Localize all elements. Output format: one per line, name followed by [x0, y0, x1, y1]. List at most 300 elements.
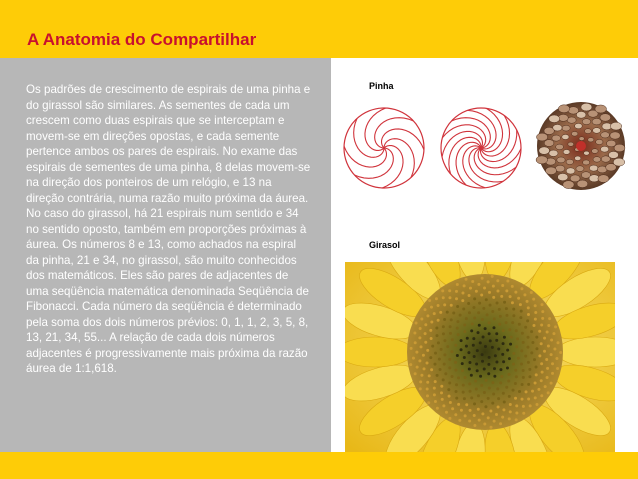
sunflower-seed: [414, 341, 417, 344]
sunflower-seed: [472, 344, 475, 347]
sunflower-seed: [477, 331, 480, 334]
sunflower-seed: [458, 419, 461, 422]
sunflower-seed: [481, 360, 484, 363]
sunflower-seed: [449, 332, 452, 335]
sunflower-seed: [437, 341, 440, 344]
sunflower-seed: [449, 401, 452, 404]
sunflower-seed: [534, 318, 537, 321]
spiral-arm: [382, 129, 424, 150]
sunflower-seed: [524, 355, 527, 358]
pinecone-scale: [549, 150, 558, 156]
sunflower-seed: [460, 409, 463, 412]
sunflower-seed: [527, 313, 530, 316]
pinecone-scale: [583, 160, 590, 165]
sunflower-seed: [487, 416, 490, 419]
sunflower-seed: [556, 367, 559, 370]
pinecone-scale: [568, 142, 574, 146]
sunflower-seed: [456, 320, 459, 323]
sunflower-seed: [469, 287, 472, 290]
sunflower-seed: [530, 291, 533, 294]
sunflower-seed: [488, 387, 491, 390]
spiral-arm: [344, 146, 386, 167]
sunflower-seed: [478, 419, 481, 422]
sunflower-seed: [443, 363, 446, 366]
sunflower-seed: [524, 326, 527, 329]
figure-panel: [331, 58, 638, 452]
slide-content: [0, 58, 638, 452]
sunflower-seed: [488, 356, 491, 359]
sunflower-seed: [502, 360, 505, 363]
sunflower-seed: [520, 310, 523, 313]
sunflower-seed: [503, 336, 506, 339]
sunflower-seed: [465, 345, 468, 348]
sunflower-seed: [548, 317, 551, 320]
sunflower-seed: [503, 401, 506, 404]
sunflower-seed: [438, 358, 441, 361]
sunflower-seed: [468, 361, 471, 364]
sunflower-seed: [448, 395, 451, 398]
sunflower-seed: [433, 387, 436, 390]
sunflower-seed: [522, 341, 525, 344]
sunflower-seed: [454, 344, 457, 347]
sunflower-seed: [451, 338, 454, 341]
sunflower-seed: [446, 311, 449, 314]
sunflower-seed: [531, 390, 534, 393]
sunflower-seed: [469, 409, 472, 412]
sunflower-seed: [457, 376, 460, 379]
sunflower-seed: [491, 381, 494, 384]
sunflower-seed: [429, 329, 432, 332]
sunflower-seed: [546, 376, 549, 379]
slide-title: A Anatomia do Compartilhar: [27, 30, 257, 49]
sunflower-seed: [505, 289, 508, 292]
pinecone-scale: [575, 156, 581, 161]
sunflower-seed: [481, 353, 484, 356]
sunflower-seed: [435, 327, 438, 330]
sunflower-seed: [515, 412, 518, 415]
sunflower-seed: [505, 307, 508, 310]
sunflower-seed: [463, 324, 466, 327]
sunflower-seed: [442, 296, 445, 299]
sunflower-seed: [525, 390, 528, 393]
sunflower-seed: [518, 323, 521, 326]
sunflower-seed: [487, 363, 490, 366]
sunflower-seed: [448, 289, 451, 292]
sunflower-seed: [442, 404, 445, 407]
sunflower-seed: [468, 311, 471, 314]
sunflower-seed: [512, 352, 515, 355]
pinecone-scale: [546, 167, 557, 175]
pinecone-scale: [556, 144, 564, 150]
sunflower-seed: [426, 349, 429, 352]
sunflower-seed: [435, 297, 438, 300]
sunflower-seed: [430, 321, 433, 324]
spiral-arm: [365, 108, 386, 150]
pinecone-scale: [608, 151, 618, 158]
sunflower-seed: [550, 382, 553, 385]
pinecone-scale: [598, 175, 609, 183]
sunflower-seed: [463, 330, 466, 333]
sunflower-seed: [420, 374, 423, 377]
sunflower-seed: [419, 327, 422, 330]
sunflower-seed: [514, 382, 517, 385]
sunflower-seed: [543, 337, 546, 340]
sunflower-seed: [491, 275, 494, 278]
sunflower-seed: [540, 342, 543, 345]
sunflower-seed: [498, 308, 501, 311]
sunflower-seed: [471, 280, 474, 283]
sunflower-seed: [540, 379, 543, 382]
sunflower-seed: [418, 359, 421, 362]
sunflower-seed: [478, 302, 481, 305]
sunflower-seed: [493, 375, 496, 378]
pinecone-scale: [610, 122, 621, 130]
sunflower-seed: [493, 317, 496, 320]
pinecone-scale: [614, 144, 625, 152]
sunflower-seed: [467, 302, 470, 305]
sunflower-seed: [461, 369, 464, 372]
sunflower-seed: [541, 317, 544, 320]
sunflower-seed: [441, 398, 444, 401]
sunflower-seed: [443, 303, 446, 306]
sunflower-seed: [476, 369, 479, 372]
pinecone-scale: [584, 151, 590, 155]
sunflower-seed: [428, 299, 431, 302]
sunflower-seed: [483, 367, 486, 370]
sunflower-seed: [455, 397, 458, 400]
sunflower-seed: [527, 306, 530, 309]
sunflower-seed: [526, 346, 529, 349]
sunflower-seed: [471, 323, 474, 326]
pinecone-scale: [539, 147, 550, 154]
sunflower-seed: [521, 383, 524, 386]
sunflower-seed: [470, 396, 473, 399]
sunflower-seed: [537, 388, 540, 391]
sunflower-seed: [448, 417, 451, 420]
sunflower-seed: [514, 291, 517, 294]
sunflower-seed: [437, 319, 440, 322]
sunflower-seed: [477, 311, 480, 314]
sunflower-seed: [488, 321, 491, 324]
sunflower-seed: [529, 404, 532, 407]
sunflower-seed: [468, 382, 471, 385]
sunflower-seed: [465, 317, 468, 320]
sunflower-seed: [518, 390, 521, 393]
sunflower-seed: [450, 318, 453, 321]
sunflower-seed: [500, 295, 503, 298]
sunflower-seed: [454, 413, 457, 416]
sunflower-seed: [489, 304, 492, 307]
sunflower-seed: [460, 339, 463, 342]
sunflower-seed: [473, 402, 476, 405]
sunflower-seed: [473, 424, 476, 427]
sunflower-seed: [478, 324, 481, 327]
sunflower-seed: [451, 407, 454, 410]
sunflower-seed: [540, 394, 543, 397]
sunflower-seed: [441, 289, 444, 292]
sunflower-seed: [448, 358, 451, 361]
sunflower-seed: [448, 366, 451, 369]
spiral-arm: [384, 139, 414, 178]
sunflower-seed: [496, 302, 499, 305]
sunflower-seed: [461, 299, 464, 302]
sunflower-seed: [505, 314, 508, 317]
sunflower-seed: [480, 294, 483, 297]
sunflower-seed: [534, 304, 537, 307]
sunflower-seed: [522, 405, 525, 408]
sunflower-seed: [499, 315, 502, 318]
sunflower-seed: [502, 329, 505, 332]
pinecone-scale: [582, 119, 590, 125]
sunflower-seed: [499, 368, 502, 371]
sunflower-seed: [475, 362, 478, 365]
sunflower-seed: [497, 347, 500, 350]
sunflower-seed: [413, 331, 416, 334]
sunflower-seed: [535, 403, 538, 406]
sunflower-seed: [424, 323, 427, 326]
sunflower-seed: [527, 383, 530, 386]
sunflower-seed: [527, 336, 530, 339]
sunflower-seed: [491, 346, 494, 349]
sunflower-seed: [512, 389, 515, 392]
sunflower-seed: [495, 361, 498, 364]
sunflower-seed: [446, 345, 449, 348]
sunflower-seed: [515, 418, 518, 421]
sunflower-seed: [468, 294, 471, 297]
sunflower-seed: [502, 408, 505, 411]
body-paragraph: Os padrões de crescimento de espirais de uma pinha e do girassol são similares. As sementes de cada um crescem como duas espirais que se interceptam e movem-se em direções opostas, e cada semente pertence ambos os pares de espirais. No exame das espirais de sementes de uma pinha, 8 delas movem-se na direção dos ponteiros de um relógio, e 13 na direção contrária, numa razão muito próxima da áurea. No caso do girassol, há 21 espirais num sentido e 34 no sentido oposto, também em proporções próximas à áurea. Os números 8 e 13, como achados na espiral da pinha, 21 e 34, no girassol, são muito conhecidos dos matemáticos. Eles são pares de adjacentes de uma seqüência matemática denominada Seqüência de Fibonacci. Cada número da seqüência é determinado pela soma dos dois números prévios: 0, 1, 1, 2, 3, 5, 8, 13, 21, 34, 55... A relação de cada dois números adjacentes é progressivamente mais próxima da razão áurea de 1:1,618.: [26, 83, 311, 375]
sunflower-seed: [530, 330, 533, 333]
sunflower-seed: [443, 353, 446, 356]
sunflower-seed: [463, 397, 466, 400]
sunflower-seed: [479, 341, 482, 344]
sunflower-seed: [467, 351, 470, 354]
pinecone-scale: [584, 129, 591, 134]
sunflower-seed: [454, 361, 457, 364]
sunflower-seed: [449, 325, 452, 328]
sunflower-seed: [473, 297, 476, 300]
sunflower-seed: [410, 347, 413, 350]
sunflower-seed: [544, 385, 547, 388]
sunflower-seed: [491, 402, 494, 405]
sunflower-seed: [448, 296, 451, 299]
pinecone-scale: [566, 159, 574, 164]
sunflower-seed: [501, 284, 504, 287]
sunflower-photo: [345, 262, 615, 452]
sunflower-seed: [443, 318, 446, 321]
sunflower-seed: [420, 317, 423, 320]
pinecone-scale: [596, 139, 603, 144]
sunflower-seed: [497, 397, 500, 400]
sunflower-seed: [496, 279, 499, 282]
sunflower-seed: [487, 397, 490, 400]
pinecone-scale: [600, 114, 611, 122]
sunflower-seed: [509, 403, 512, 406]
sunflower-seed: [495, 413, 498, 416]
sunflower-seed: [546, 367, 549, 370]
sunflower-seed: [492, 393, 495, 396]
sunflower-seed: [501, 416, 504, 419]
pinecone-scale: [549, 115, 560, 123]
sunflower-seed: [502, 342, 505, 345]
sunflower-seed: [415, 351, 418, 354]
sunflower-seed: [416, 366, 419, 369]
sunflower-seed: [528, 368, 531, 371]
sunflower-seed: [520, 363, 523, 366]
sunflower-seed: [506, 279, 509, 282]
sunflower-seed: [456, 327, 459, 330]
pinecone-scale: [593, 157, 601, 163]
sunflower-seed: [461, 291, 464, 294]
sunflower-seed: [499, 422, 502, 425]
sunflower-seed: [473, 414, 476, 417]
sunflower-seed: [491, 310, 494, 313]
sunflower-seed: [485, 298, 488, 301]
sunflower-seed: [532, 298, 535, 301]
sunflower-seed: [455, 297, 458, 300]
sunflower-seed: [430, 306, 433, 309]
sunflower-seed: [424, 341, 427, 344]
sunflower-seed: [455, 383, 458, 386]
sunflower-seed: [492, 285, 495, 288]
sunflower-seed: [483, 287, 486, 290]
sunflower-seed: [557, 341, 560, 344]
pinecone-scale: [557, 157, 565, 163]
sunflower-seed: [512, 363, 515, 366]
pinecone-scale: [577, 180, 588, 188]
sunflower-seed: [515, 345, 518, 348]
sunflower-seed: [463, 284, 466, 287]
sunflower-seed: [436, 334, 439, 337]
sunflower-seed: [498, 323, 501, 326]
sunflower-seed: [493, 367, 496, 370]
sunflower-seed: [489, 409, 492, 412]
sunflower-seed: [430, 368, 433, 371]
sunflower-seed: [424, 332, 427, 335]
sunflower-seed: [434, 380, 437, 383]
sunflower-seed: [508, 328, 511, 331]
sunflower-seed: [551, 372, 554, 375]
sunflower-seed: [420, 345, 423, 348]
sunflower-seed: [488, 291, 491, 294]
sunflower-seed: [463, 356, 466, 359]
sunflower-seed: [473, 355, 476, 358]
sunflower-seed: [470, 374, 473, 377]
sunflower-seed: [444, 372, 447, 375]
sunflower-seed: [462, 391, 465, 394]
sunflower-seed: [493, 420, 496, 423]
sunflower-seed: [541, 371, 544, 374]
spiral-arm: [375, 118, 414, 148]
sunflower-seed: [497, 405, 500, 408]
sunflower-seed: [475, 388, 478, 391]
sunflower-seed: [511, 321, 514, 324]
sunflower-seed: [508, 417, 511, 420]
sunflower-seed: [487, 280, 490, 283]
sunflower-seed: [450, 350, 453, 353]
pinecone-scale: [536, 133, 547, 141]
sunflower-seed: [511, 285, 514, 288]
sunflower-seed: [488, 332, 491, 335]
sunflower-seed: [507, 379, 510, 382]
sunflower-seed: [443, 339, 446, 342]
sunflower-seed: [465, 278, 468, 281]
sunflower-seed: [426, 394, 429, 397]
pinecone-scale: [558, 114, 568, 121]
bottom-bar: [0, 452, 638, 479]
sunflower-seed: [517, 357, 520, 360]
spiral-arm: [354, 119, 384, 158]
sunflower-seed: [534, 396, 537, 399]
sunflower-seed: [527, 361, 530, 364]
sunflower-seed: [541, 303, 544, 306]
sunflower-seed: [419, 380, 422, 383]
sunflower-seed: [512, 308, 515, 311]
sunflower-seed: [508, 395, 511, 398]
pinecone-scale: [589, 165, 598, 171]
pinecone-scale: [570, 175, 580, 182]
sunflower-seed: [495, 332, 498, 335]
sunflower-seed: [541, 310, 544, 313]
sunflower-seed: [535, 366, 538, 369]
sunflower-seed: [455, 390, 458, 393]
sunflower-seed: [426, 361, 429, 364]
sunflower-seed: [521, 398, 524, 401]
sunflower-seed: [509, 410, 512, 413]
pinecone-scale: [593, 128, 601, 134]
sunflower-seed: [470, 329, 473, 332]
sunflower-seed: [500, 375, 503, 378]
sunflower-seed: [503, 301, 506, 304]
sunflower-seed: [492, 326, 495, 329]
sunflower-seed: [501, 353, 504, 356]
spiral-arm: [463, 146, 485, 188]
sunflower-seed: [520, 349, 523, 352]
sunflower-seed: [456, 305, 459, 308]
sunflower-seed: [508, 373, 511, 376]
sunflower-seed: [494, 354, 497, 357]
sunflower-seed: [496, 289, 499, 292]
sunflower-seed: [530, 351, 533, 354]
sunflower-seed: [460, 348, 463, 351]
sunflower-seed: [459, 314, 462, 317]
sunflower-seed: [480, 384, 483, 387]
sunflower-seed: [426, 314, 429, 317]
sunflower-seed: [516, 337, 519, 340]
pinecone-scale: [606, 140, 615, 147]
sunflower-seed: [519, 316, 522, 319]
pinecone-scale: [592, 149, 599, 154]
sunflower-seed: [508, 357, 511, 360]
sunflower-seed: [496, 387, 499, 390]
sunflower-seed: [547, 391, 550, 394]
sunflower-seed: [434, 363, 437, 366]
sunflower-seed: [495, 339, 498, 342]
sunflower-seed: [439, 368, 442, 371]
pinecone-scale: [544, 140, 554, 147]
sunflower-seed: [489, 339, 492, 342]
sunflower-seed: [469, 390, 472, 393]
sunflower-seed: [551, 362, 554, 365]
sunflower-seed: [447, 388, 450, 391]
sunflower-seed: [522, 412, 525, 415]
sunflower-seed: [522, 376, 525, 379]
sunflower-seed: [466, 337, 469, 340]
sunflower-seed: [436, 374, 439, 377]
title-bar: [0, 0, 638, 58]
sunflower-seed: [464, 376, 467, 379]
pinecone-scale: [566, 168, 575, 174]
